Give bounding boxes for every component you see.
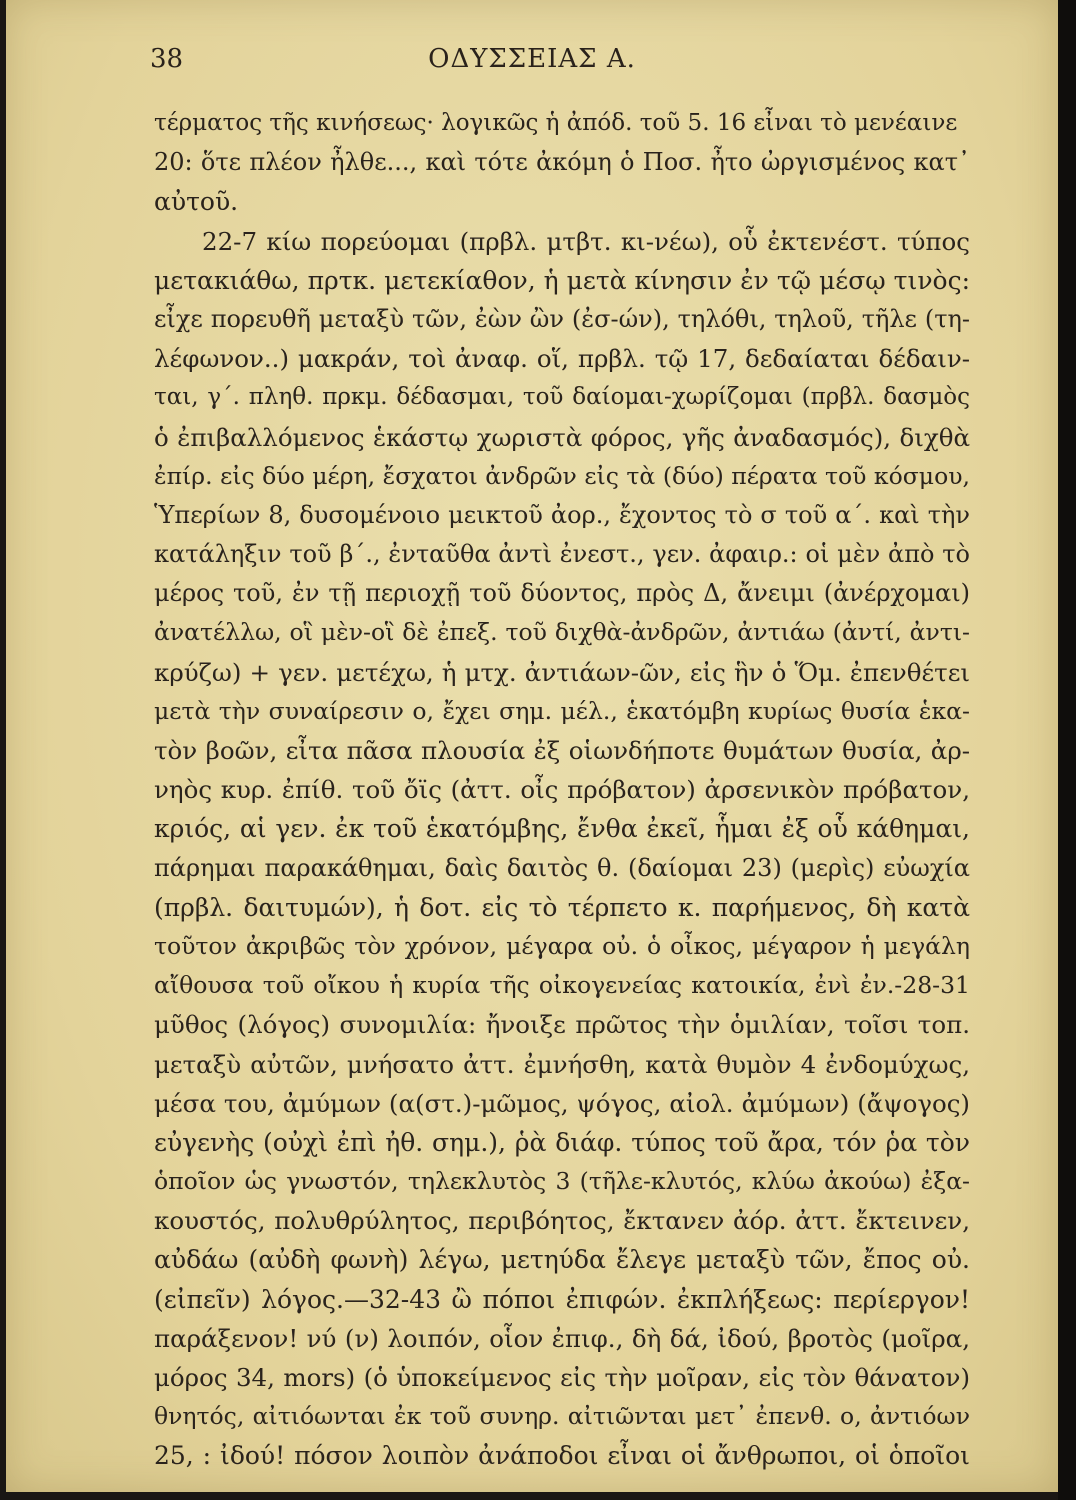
- text-line: μόρος 34, mors) (ὁ ὑποκείμενος εἰς τὴν μοῖραν, εἰς τὸν θάνατον): [154, 1363, 970, 1392]
- text-line: 20: ὅτε πλέον ἦλθε..., καὶ τότε ἀκόμη ὁ Ποσ. ἦτο ὠργισμένος κατ᾽: [154, 148, 970, 177]
- text-line: ται, γ΄. πληθ. πρκμ. δέδασμαι, τοῦ δαίομαι-χωρίζομαι (πρβλ. δασμὸς: [154, 384, 970, 411]
- text-line: τοῦτον ἀκριβῶς τὸν χρόνον, μέγαρα οὐ. ὁ οἶκος, μέγαρον ἡ μεγάλη: [154, 931, 970, 960]
- text-line: ἐπίρ. εἰς δύο μέρη, ἔσχατοι ἀνδρῶν εἰς τὰ (δύο) πέρατα τοῦ κόσμου,: [154, 461, 970, 490]
- text-line: ὁποῖον ὡς γνωστόν, τηλεκλυτὸς 3 (τῆλε-κλυτός, κλύω ἀκούω) ἐξα-: [154, 1167, 970, 1196]
- text-line: πάρημαι παρακάθημαι, δαὶς δαιτὸς θ. (δαίομαι 23) (μερὶς) εὐωχία: [154, 853, 970, 882]
- text-line: παράξενον! νύ (ν) λοιπόν, οἷον ἐπιφ., δὴ δά, ἰδού, βροτὸς (μοῖρα,: [154, 1323, 970, 1353]
- text-line: μεταξὺ αὐτῶν, μνήσατο ἀττ. ἐμνήσθη, κατὰ θυμὸν 4 ἐνδομύχως,: [154, 1049, 970, 1079]
- text-line: αὐτοῦ.: [154, 187, 239, 217]
- text-line: (εἰπεῖν) λόγος.—32-43 ὢ πόποι ἐπιφών. ἐκπλήξεως: περίεργον!: [154, 1284, 970, 1314]
- text-line: μέρος τοῦ, ἐν τῇ περιοχῇ τοῦ δύοντος, πρὸς Δ, ἄνειμι (ἀνέρχομαι): [154, 579, 970, 608]
- text-line: μετὰ τὴν συναίρεσιν ο, ἔχει σημ. μέλ., ἑκατόμβη κυρίως θυσία ἑκα-: [154, 696, 970, 725]
- text-line: λέφωνον..) μακράν, τοὶ ἀναφ. οἵ, πρβλ. τῷ 17, δεδαίαται δέδαιν-: [154, 344, 970, 374]
- text-line: τέρματος τῆς κινήσεως· λογικῶς ἡ ἀπόδ. τοῦ 5. 16 εἶναι τὸ μενέαινε: [154, 110, 958, 136]
- text-line: εἶχε πορευθῆ μεταξὺ τῶν, ἐὼν ὢν (ἐσ-ών), τηλόθι, τηλοῦ, τῆλε (τη-: [154, 304, 970, 333]
- text-line: (πρβλ. δαιτυμών), ἡ δοτ. εἰς τὸ τέρπετο κ. παρήμενος, δὴ κατὰ: [154, 892, 970, 922]
- text-line: θνητός, αἰτιόωνται ἐκ τοῦ συνηρ. αἰτιῶνται μετ᾽ ἐπενθ. ο, ἀντιόων: [154, 1402, 970, 1431]
- text-line: μέσα του, ἀμύμων (α(στ.)-μῶμος, ψόγος, αἰολ. ἀμύμων) (ἄψογος): [154, 1088, 970, 1118]
- text-line: αἴθουσα τοῦ οἴκου ἡ κυρία τῆς οἰκογενείας κατοικία, ἐνὶ ἐν.-28-31: [154, 971, 970, 1000]
- page-number: 38: [150, 44, 184, 74]
- book-page: [6, 0, 1058, 1492]
- text-line: Ὑπερίων 8, δυσομένοιο μεικτοῦ ἀορ., ἔχοντος τὸ σ τοῦ α΄. καὶ τὴν: [154, 500, 970, 529]
- text-line: 22-7 κίω πορεύομαι (πρβλ. μτβτ. κι-νέω), οὗ ἐκτενέστ. τύπος: [202, 226, 970, 256]
- text-line: μῦθος (λόγος) συνομιλία: ἤνοιξε πρῶτος τὴν ὁμιλίαν, τοῖσι τοπ.: [154, 1010, 970, 1040]
- text-line: κρύζω) + γεν. μετέχω, ἡ μτχ. ἀντιάων-ῶν, εἰς ἣν ὁ Ὅμ. ἐπενθέτει: [154, 657, 970, 687]
- text-line: μετακιάθω, πρτκ. μετεκίαθον, ἡ μετὰ κίνησιν ἐν τῷ μέσῳ τινὸς:: [154, 265, 970, 295]
- text-line: κριός, αἱ γεν. ἐκ τοῦ ἑκατόμβης, ἔνθα ἐκεῖ, ἧμαι ἐξ οὗ κάθημαι,: [154, 814, 970, 844]
- page-header: [6, 44, 1058, 80]
- running-title: ΟΔΥΣΣΕΙΑΣ Α.: [428, 44, 636, 74]
- text-line: 25, : ἰδού! πόσον λοιπὸν ἀνάποδοι εἶναι οἱ ἄνθρωποι, οἱ ὁποῖοι: [154, 1441, 970, 1471]
- commentary-text: [154, 104, 970, 1476]
- text-line: ἀνατέλλω, οἳ μὲν-οἳ δὲ ἐπεξ. τοῦ διχθὰ-ἀνδρῶν, ἀντιάω (ἀντί, ἀντι-: [154, 618, 970, 647]
- text-line: ὁ ἐπιβαλλόμενος ἑκάστῳ χωριστὰ φόρος, γῆς ἀναδασμός), διχθὰ: [154, 422, 970, 452]
- text-line: εὐγενὴς (οὐχὶ ἐπὶ ἠθ. σημ.), ῥὰ διάφ. τύπος τοῦ ἄρα, τόν ῥα τὸν: [154, 1127, 970, 1157]
- text-line: νηὸς κυρ. ἐπίθ. τοῦ ὄϊς (ἀττ. οἶς πρόβατον) ἀρσενικὸν πρόβατον,: [154, 775, 970, 805]
- text-line: κατάληξιν τοῦ β΄., ἐνταῦθα ἀντὶ ἐνεστ., γεν. ἀφαιρ.: οἱ μὲν ἀπὸ τὸ: [154, 540, 970, 569]
- book-spine-shadow: [1058, 0, 1076, 1500]
- text-line: κουστός, πολυθρύλητος, περιβόητος, ἔκτανεν ἀόρ. ἀττ. ἔκτεινεν,: [154, 1206, 970, 1236]
- text-line: αὐδάω (αὐδὴ φωνὴ) λέγω, μετηύδα ἔλεγε μεταξὺ τῶν, ἔπος οὐ.: [154, 1245, 970, 1275]
- text-line: τὸν βοῶν, εἶτα πᾶσα πλουσία ἐξ οἱωνδήποτε θυμάτων θυσία, ἀρ-: [154, 736, 970, 765]
